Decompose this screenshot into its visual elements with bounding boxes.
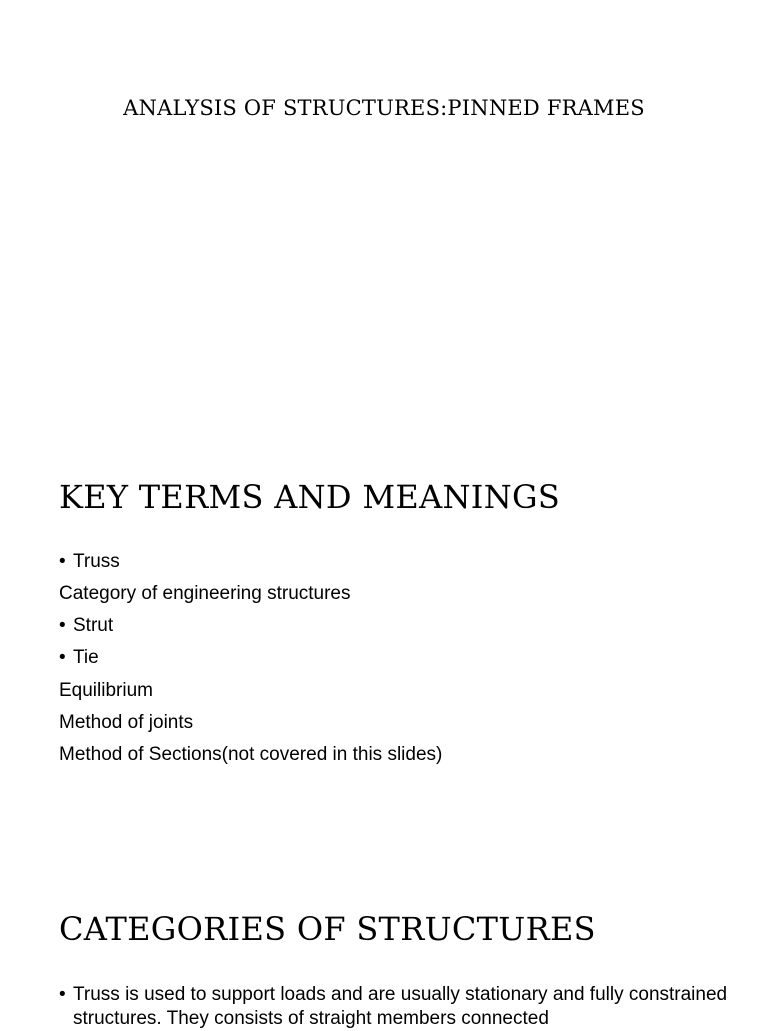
term-tie: • Tie: [59, 646, 99, 670]
term-method-of-joints: Method of joints: [59, 712, 194, 733]
categories-heading: CATEGORIES OF STRUCTURES: [59, 910, 596, 948]
term-category: Category of engineering structures: [59, 583, 351, 604]
key-terms-heading: KEY TERMS AND MEANINGS: [59, 478, 561, 516]
term-truss: • Truss: [59, 550, 120, 574]
term-strut: • Strut: [59, 614, 113, 638]
slide-title: ANALYSIS OF STRUCTURES:PINNED FRAMES: [123, 96, 645, 120]
truss-paragraph: • Truss is used to support loads and are usually stationary and fully constrained structures. They consists of straight members connected: [59, 983, 733, 1031]
term-equilibrium: Equilibrium: [59, 680, 153, 701]
term-method-of-sections: Method of Sections(not covered in this slides): [59, 744, 443, 765]
